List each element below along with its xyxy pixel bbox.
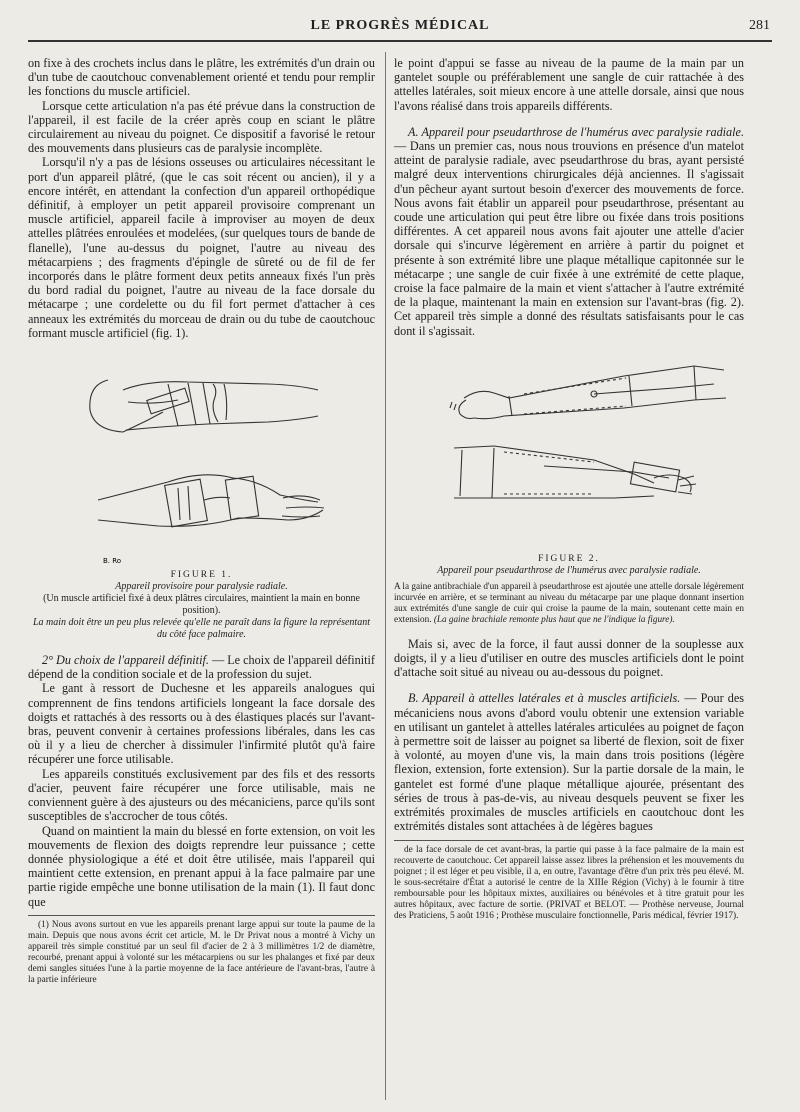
right-footnote	[394, 840, 744, 922]
left-paragraph-1: on fixe à des crochets inclus dans le plâtre, les extrémités d'un drain ou d'un tube de caoutchouc convenablement orienté et tendu pour remplir les fonctions du muscle artificiel.	[28, 56, 375, 99]
right-paragraph-2: Mais si, avec de la force, il faut aussi donner de la souplesse aux doigts, il y a lieu d'utiliser en outre des muscles artificiels dont le point d'attache soit situé au niveau ou au-dessous du poignet.	[394, 636, 744, 680]
section-2-text: — Le choix de l'appareil définitif dépend de la condition sociale et de la profession du sujet.	[28, 653, 375, 682]
page-header	[28, 16, 772, 42]
left-paragraph-2: Lorsque cette articulation n'a pas été prévue dans la construction de l'appareil, il est facile de la créer après coup en sciant le plâtre circulairement au niveau du poignet. Ce dispositif a favorisé le retour des mouvements dans plusieurs cas de paralysie incomplète.	[28, 98, 375, 156]
figure-2-illustration	[394, 348, 744, 553]
figure-1	[28, 350, 375, 565]
journal-title: LE PROGRÈS MÉDICAL	[310, 18, 490, 33]
left-paragraph-5: Les appareils constitués exclusivement par des fils et des ressorts d'acier, peuvent faire récupérer une force utilisable, mais ne conviennent guère à des ajusteurs ou des mécaniciens, parce qu'ils sont susceptibles de s'accrocher de tous côtés.	[28, 766, 375, 824]
section-2-heading	[28, 653, 375, 681]
figure-1-caption	[28, 569, 375, 641]
figure-2-caption	[394, 553, 744, 577]
section-b-text: — Pour des mécaniciens nous avons d'abord voulu obtenir une extension variable en utilisant un gantelet à attelles latérales articulées au poignet de façon à permettre soit de laisser au poignet sa liberté de flexion, soit de fixer à volonté, au moyen d'une vis, la main dans trois positions (légère flexion, extension, forte extension). Sur la partie dorsale de la main, le gantelet est formé d'une plaque métallique ajourée, présentant des séries de trous à pas-de-vis, au niveau desquels peuvent se fixer les extrémités proximales de muscles artificiels en caoutchouc dont les extrémités distales sont attachées à de légères bagues	[394, 691, 744, 834]
figure-1-line-2: La main doit être un peu plus relevée qu'elle ne paraît dans la figure la représentant du côté face palmaire.	[33, 617, 370, 641]
figure-2-note-italic: (La gaine brachiale remonte plus haut que ne l'indique la figure).	[433, 613, 675, 624]
figure-1-signature: B. Ro	[103, 557, 122, 566]
left-paragraph-6: Quand on maintient la main du blessé en forte extension, on voit les mouvements de flexion des doigts reprendre leur puissance ; cette donnée physiologique a été et doit être utilisée, mais l'appareil qui maintient cette extension, en prenant appui à la face palmaire par une partie rigide empêche une bonne utilisation de la main (1). Il faut donc que	[28, 823, 375, 909]
section-a	[394, 125, 744, 338]
page-number: 281	[749, 18, 770, 33]
section-a-text: — Dans un premier cas, nous nous trouvions en présence d'un matelot atteint de paralysie radiale, avec pseudarthrose du bras, ayant persisté malgré deux interventions chirurgicales déjà anciennes. Il s'agissait d'un pêcheur ayant surtout besoin d'exercer des mouvements de force. Nous avons fait établir un appareil pour pseudarthrose, présentant au coude une articulation qui peut être libre ou fixée dans trois positions différentes. A cet appareil nous avons fait ajouter une attelle d'acier dorsale qui s'incurve légèrement en arrière à partir du poignet et présente à son extrémité libre une plaque métallique capitonnée sur le métacarpe ; une sangle de cuir fixée à une extrémité de cette plaque, croise la face palmaire de la main et vient s'attacher à l'autre extrémité de la plaque, maintenant la main en extension sur l'avant-bras (fig. 2). Cet appareil très simple a donné des résultats satisfaisants pour le cas dont il s'agissait.	[394, 139, 744, 338]
section-b	[394, 691, 744, 833]
left-footnote-text: (1) Nous avons surtout en vue les appareils prenant large appui sur toute la paume de la main. Depuis que nous avons écrit cet article, M. le Dr Privat nous a montré à Vichy un appareil très simple constitué par un seul fil d'acier de 2 à 3 millimètres 1/2 de diamètre, recourbé, prenant appui à volonté sur les métacarpiens ou sur les phalanges et fixé par deux demi sangles situées l'une à la partie moyenne de la face antérieure de l'avant-bras, l'autre à la partie inférieure	[28, 919, 375, 985]
left-paragraph-4: Le gant à ressort de Duchesne et les appareils analogues qui comprennent de fins tendons artificiels longeant la face dorsale des doigts et rattachés à des ressorts ou à des élastiques placés sur l'avant-bras, peuvent convenir à certaines professions libérales, dans les cas où il y a lieu de chercher à dissimuler l'infirmité plutôt qu'à faire récupérer une force utilisable.	[28, 681, 375, 767]
section-b-title: B. Appareil à attelles latérales et à muscles artificiels.	[408, 691, 681, 706]
figure-2-title: FIGURE 2.	[538, 553, 600, 564]
figure-2	[394, 348, 744, 553]
figure-1-illustration	[28, 350, 375, 565]
figure-2-note	[394, 581, 744, 625]
figure-2-subtitle: Appareil pour pseudarthrose de l'humérus avec paralysie radiale.	[437, 564, 701, 576]
section-2-title: 2° Du choix de l'appareil définitif.	[42, 653, 209, 668]
column-divider	[385, 52, 386, 1100]
section-a-title: A. Appareil pour pseudarthrose de l'humérus avec paralysie radiale.	[408, 124, 744, 139]
figure-1-subtitle: Appareil provisoire pour paralysie radiale.	[115, 581, 288, 593]
left-footnote	[28, 915, 375, 986]
figure-1-title: FIGURE 1.	[170, 570, 233, 581]
right-paragraph-1: le point d'appui se fasse au niveau de la paume de la main par un gantelet souple ou préférablement une sangle de cuir rattachée à des attelles latérales, soit mieux encore à une attelle dorsale, ainsi que nous l'avons réalisé dans trois appareils différents.	[394, 56, 744, 113]
figure-1-line-1: (Un muscle artificiel fixé à deux plâtres circulaires, maintient la main en bonne position).	[43, 593, 360, 617]
right-footnote-text: de la face dorsale de cet avant-bras, la partie qui passe à la face palmaire de la main est recouverte de caoutchouc. Cet appareil laisse assez libres la préhension et les mouvements du poignet ; il est léger et peu visible, il a, en outre, l'avantage d'être d'un prix très peu élevé. M. le sous-secrétaire d'État a autorisé le centre de la XIIIe Région (Vichy) à le fournir à titre remboursable pour les hôpitaux mixtes, auxiliaires ou bénévoles et à titre gratuit pour les autres hôpitaux, avec facture de sortie. (PRIVAT et BELOT. — Prothèse nerveuse, Journal des Praticiens, 5 août 1916 ; Prothèse musculaire fonctionnelle, Paris médical, février 1917).	[394, 844, 744, 921]
left-column	[28, 56, 375, 986]
right-column	[394, 56, 744, 922]
figure-2-note-text: A la gaine antibrachiale d'un appareil à pseudarthrose est ajoutée une attelle dorsale légèrement incurvée en arrière, et se terminant au niveau du métacarpe par une plaque donnant insertion aux extrémités d'une sangle de cuir qui croise la paume de la main, soutenant cette main en extension.	[394, 580, 744, 624]
left-paragraph-3: Lorsqu'il n'y a pas de lésions osseuses ou articulaires nécessitant le port d'un appareil plâtré, (que le cas soit récent ou ancien), il y a encore intérêt, en attendant la confection d'un appareil orthopédique définitif, à employer un petit appareil provisoire comprenant un muscle artificiel, appareil facile à improviser au moyen de deux attelles plâtrées enroulées et modelées, (sur quelques tours de bande de flanelle), l'une au-dessus du poignet, l'autre au niveau des métacarpiens ; des fragments d'épingle de sûreté ou de fil de fer incorporés dans le plâtre forment deux petits anneaux fixés l'un près du bord radial du poignet, l'autre au niveau de la face dorsale du métacarpe ; une cordelette ou du fil fort permet d'attacher à ces anneaux les extrémités du morceau de drain ou du tube de caoutchouc formant muscle artificiel (fig. 1).	[28, 155, 375, 340]
